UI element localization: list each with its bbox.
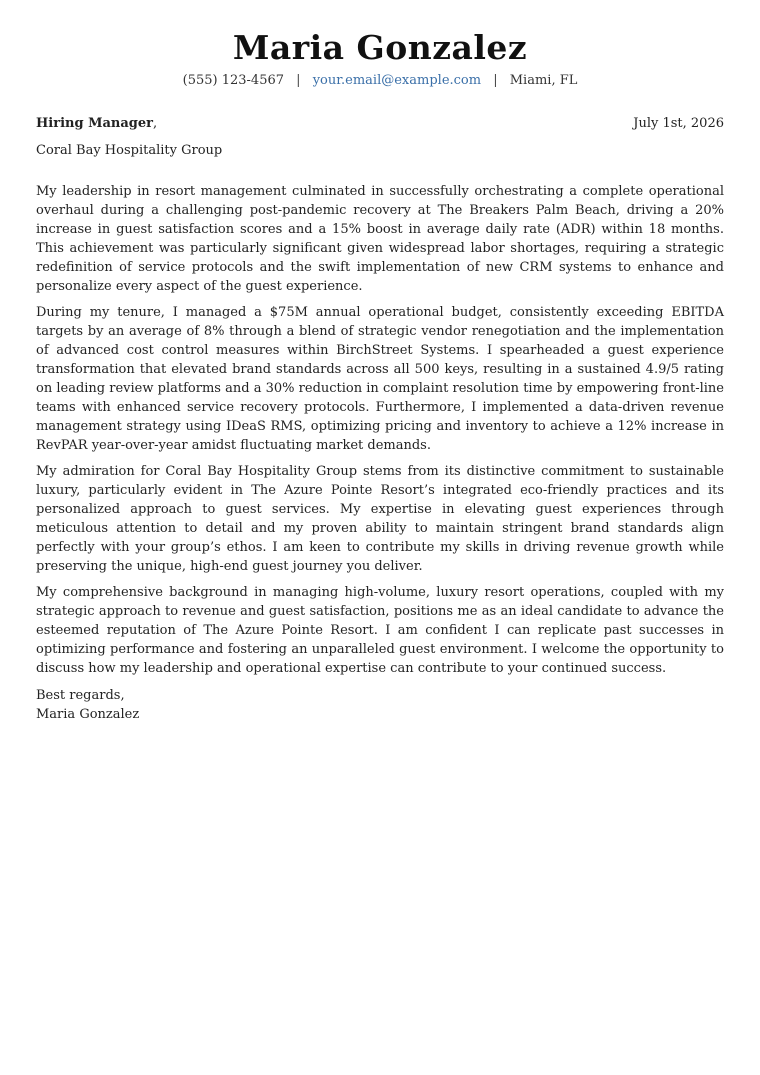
- recipient-company: Coral Bay Hospitality Group: [36, 143, 223, 158]
- applicant-name: Maria Gonzalez: [232, 28, 528, 67]
- recipient-name: Hiring Manager: [36, 116, 153, 131]
- phone-number: (555) 123-4567: [182, 73, 285, 88]
- recipient-date-row: [36, 115, 724, 133]
- recipient-comma: ,: [152, 116, 158, 131]
- contact-separator: |: [493, 73, 498, 88]
- letter-date: July 1st, 2026: [633, 116, 724, 131]
- location: Miami, FL: [509, 73, 578, 88]
- letter-body: [36, 182, 724, 678]
- body-paragraph: My leadership in resort management culminated in successfully orchestrating a complete operational overhaul during a challenging post-pandemic recovery at The Breakers Palm Beach, driving a 20% increase in guest satisfaction scores and a 15% boost in average daily rate (ADR) within 18 months. This achievement was particularly significant given widespread labor shortages, requiring a strategic redefinition of service protocols and the swift implementation of new CRM systems to enhance and personalize every aspect of the guest experience.: [36, 184, 724, 294]
- body-paragraph: During my tenure, I managed a $75M annual operational budget, consistently exceeding EBITDA targets by an average of 8% through a blend of strategic vendor renegotiation and the implementation of advanced cost control measures within BirchStreet Systems. I spearheaded a guest experience transformation that elevated brand standards across all 500 keys, resulting in a sustained 4.9/5 rating on leading review platforms and a 30% reduction in complaint resolution time by empowering front-line teams with enhanced service recovery protocols. Furthermore, I implemented a data-driven revenue management strategy using IDeaS RMS, optimizing pricing and inventory to achieve a 12% increase in RevPAR year-over-year amidst fluctuating market demands.: [36, 305, 724, 453]
- closing-salutation: Best regards,: [36, 688, 125, 703]
- closing-signature: Maria Gonzalez: [36, 707, 140, 722]
- body-paragraph: My admiration for Coral Bay Hospitality Group stems from its distinctive commitment to sustainable luxury, particularly evident in The Azure Pointe Resort’s integrated eco-friendly practices and its personalized approach to guest services. My expertise in elevating guest experiences through meticulous attention to detail and my proven ability to maintain stringent brand standards align perfectly with your group’s ethos. I am keen to contribute my skills in driving revenue growth while preserving the unique, high-end guest journey you deliver.: [36, 464, 724, 574]
- recipient-line: [36, 115, 157, 133]
- contact-line: [36, 72, 724, 90]
- contact-separator: |: [296, 73, 301, 88]
- body-paragraph: My comprehensive background in managing high-volume, luxury resort operations, coupled with my strategic approach to revenue and guest satisfaction, positions me as an ideal candidate to advance the esteemed reputation of The Azure Pointe Resort. I am confident I can replicate past successes in optimizing performance and fostering an unparalleled guest environment. I welcome the opportunity to discuss how my leadership and operational expertise can contribute to your continued success.: [36, 585, 724, 676]
- email-link[interactable]: your.email@example.com: [312, 73, 482, 88]
- letter-closing: [36, 686, 724, 724]
